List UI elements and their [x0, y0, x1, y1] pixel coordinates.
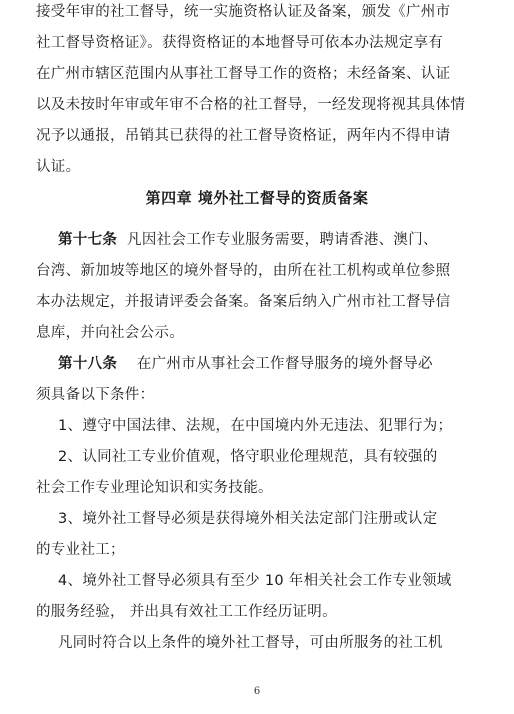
- article-17-line: 息库，并向社会公示。: [36, 325, 184, 341]
- paragraph-line: 认证。: [36, 159, 81, 175]
- article-17-line: 台湾、新加坡等地区的境外督导的，由所在社工机构或单位参照: [36, 263, 451, 279]
- paragraph-line: 以及未按时年审或年审不合格的社工督导，一经发现将视其具体情: [36, 97, 466, 113]
- condition-1: 1、遵守中国法律、法规，在中国境内外无违法、犯罪行为；: [58, 418, 453, 434]
- chapter-title: 第四章 境外社工督导的资质备案: [145, 189, 369, 207]
- paragraph-line: 在广州市辖区范围内从事社工督导工作的资格；未经备案、认证: [36, 66, 451, 82]
- condition-3-continuation: 的专业社工；: [36, 542, 125, 558]
- paragraph-line: 社工督导资格证》。获得资格证的本地督导可依本办法规定享有: [36, 35, 444, 51]
- page-number: 6: [253, 686, 261, 697]
- condition-3: 3、境外社工督导必须是获得境外相关法定部门注册或认定: [58, 511, 438, 527]
- article-18-first-line: [58, 354, 433, 374]
- article-17-text: 凡因社会工作专业服务需要，聘请香港、澳门、: [127, 232, 438, 248]
- article-18-text: 在广州市从事社会工作督导服务的境外督导必: [136, 356, 433, 372]
- condition-2: 2、认同社工专业价值观，恪守职业伦理规范，具有较强的: [58, 449, 438, 465]
- condition-4-continuation: 的服务经验， 并出具有效社工工作经历证明。: [36, 604, 337, 620]
- article-17-first-line: [58, 230, 438, 250]
- paragraph-line: 况予以通报，吊销其已获得的社工督导资格证，两年内不得申请: [36, 128, 451, 144]
- article-17-line: 本办法规定，并报请评委会备案。备案后纳入广州市社工督导信: [36, 294, 451, 310]
- closing-paragraph-line: 凡同时符合以上条件的境外社工督导，可由所服务的社工机: [58, 635, 443, 651]
- condition-2-continuation: 社会工作专业理论知识和实务技能。: [36, 480, 273, 496]
- condition-4: 4、境外社工督导必须具有至少 10 年相关社会工作专业领域: [58, 573, 452, 589]
- paragraph-line: 接受年审的社工督导，统一实施资格认证及备案，颁发《广州市: [36, 4, 451, 20]
- article-18-label: 第十八条: [58, 356, 118, 372]
- article-18-line: 须具备以下条件：: [36, 387, 155, 403]
- article-17-label: 第十七条: [58, 232, 118, 248]
